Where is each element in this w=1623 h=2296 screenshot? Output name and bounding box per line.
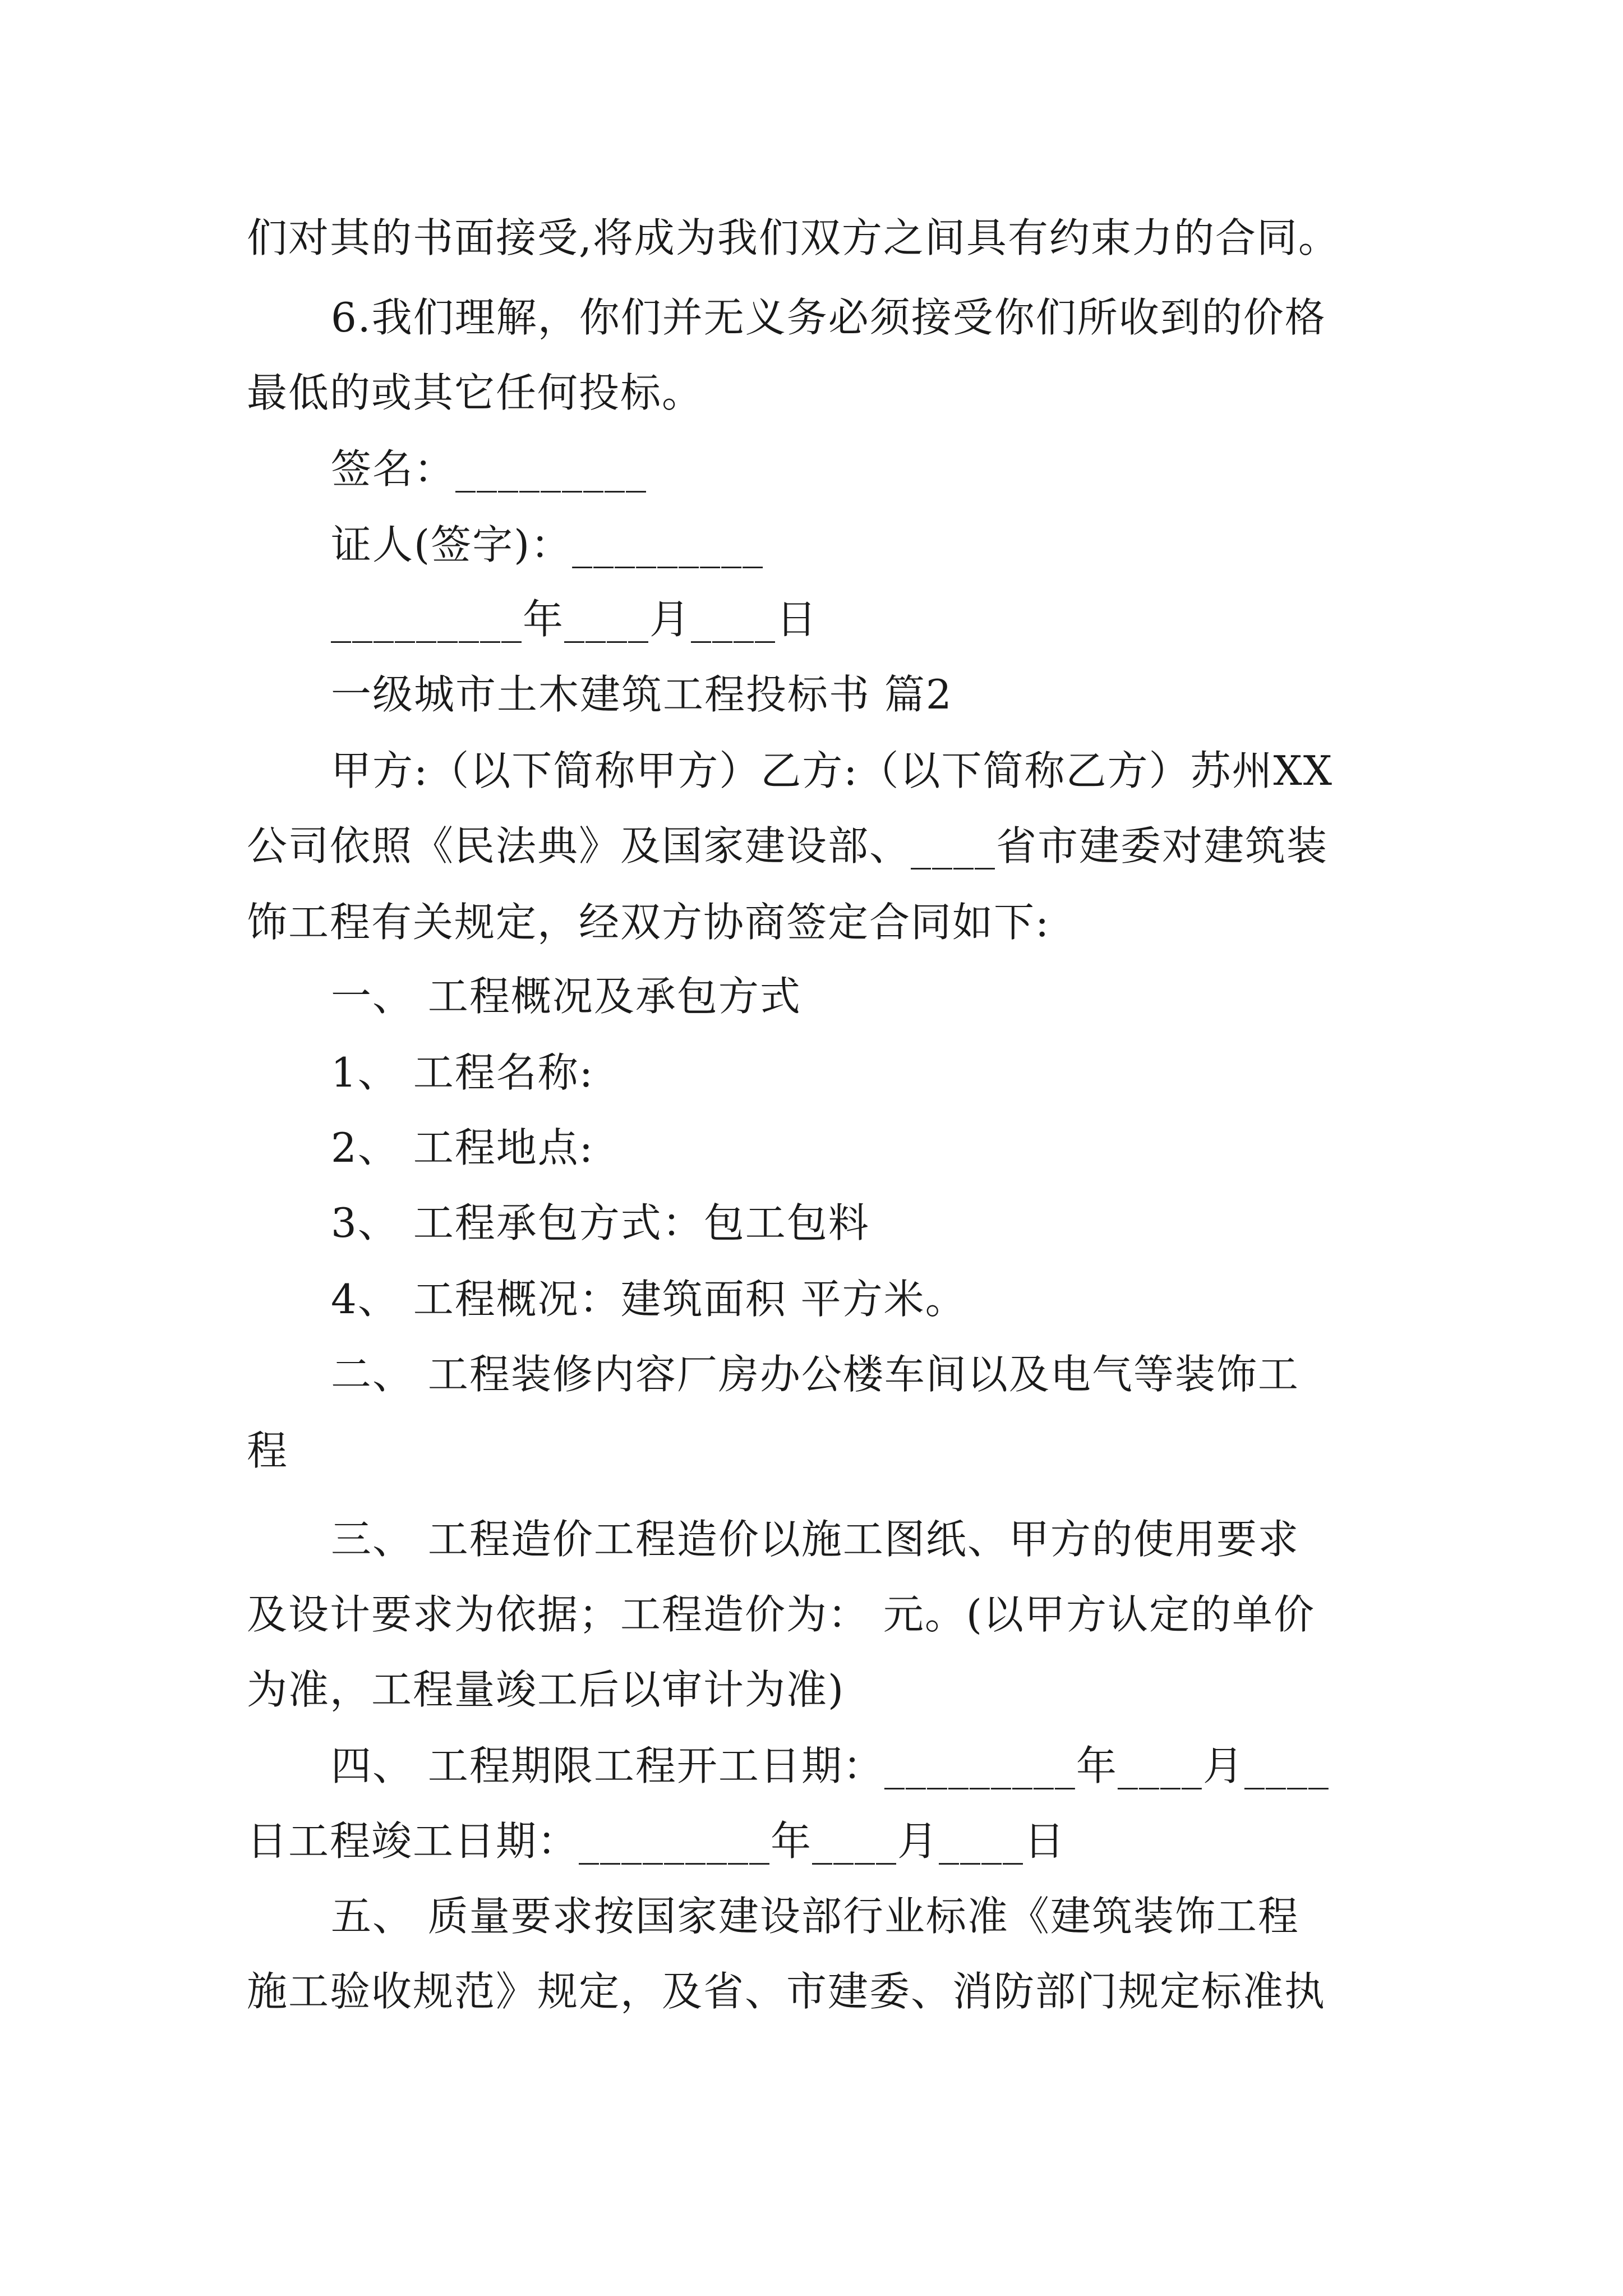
clause-heading: 三、 工程造价工程造价以施工图纸、甲方的使用要求 <box>331 1516 1299 1563</box>
paragraph-line: 甲方:（以下简称甲方）乙方:（以下简称乙方）苏州XX <box>331 747 1334 794</box>
list-item: 2、 工程地点: <box>331 1124 594 1171</box>
paragraph-line: 程 <box>247 1427 289 1474</box>
paragraph-line: 饰工程有关规定，经双方协商签定合同如下: <box>247 899 1050 946</box>
paragraph-line: 公司依照《民法典》及国家建设部、____省市建委对建筑装 <box>247 822 1329 869</box>
paragraph-line: 为准，工程量竣工后以审计为准) <box>247 1666 845 1713</box>
paragraph-line: 日工程竣工日期：_________年____月____日 <box>247 1818 1066 1865</box>
date-line: _________年____月____日 <box>331 596 818 643</box>
clause-heading: 四、 工程期限工程开工日期：_________年____月____ <box>331 1742 1330 1789</box>
paragraph-line: 施工验收规范》规定，及省、市建委、消防部门规定标准执 <box>247 1968 1326 2015</box>
paragraph-line: 及设计要求为依据；工程造价为： 元。(以甲方认定的单价 <box>247 1591 1315 1638</box>
list-item: 1、 工程名称: <box>331 1049 594 1096</box>
list-item: 4、 工程概况：建筑面积 平方米。 <box>331 1276 967 1323</box>
section-title: 一级城市土木建筑工程投标书 篇2 <box>331 671 953 718</box>
list-item: 3、 工程承包方式：包工包料 <box>331 1199 870 1246</box>
paragraph-line: 们对其的书面接受,将成为我们双方之间具有约束力的合同。 <box>247 214 1340 261</box>
signature-line: 签名：_________ <box>331 445 648 493</box>
clause-heading: 二、 工程装修内容厂房办公楼车间以及电气等装饰工 <box>331 1351 1299 1398</box>
clause-heading: 五、 质量要求按国家建设部行业标准《建筑装饰工程 <box>331 1893 1299 1940</box>
witness-signature-line: 证人(签字)：_________ <box>331 521 764 568</box>
paragraph-line: 最低的或其它任何投标。 <box>247 369 704 416</box>
paragraph-line: 6.我们理解，你们并无义务必须接受你们所收到的价格 <box>331 294 1326 341</box>
clause-heading: 一、 工程概况及承包方式 <box>331 973 801 1020</box>
